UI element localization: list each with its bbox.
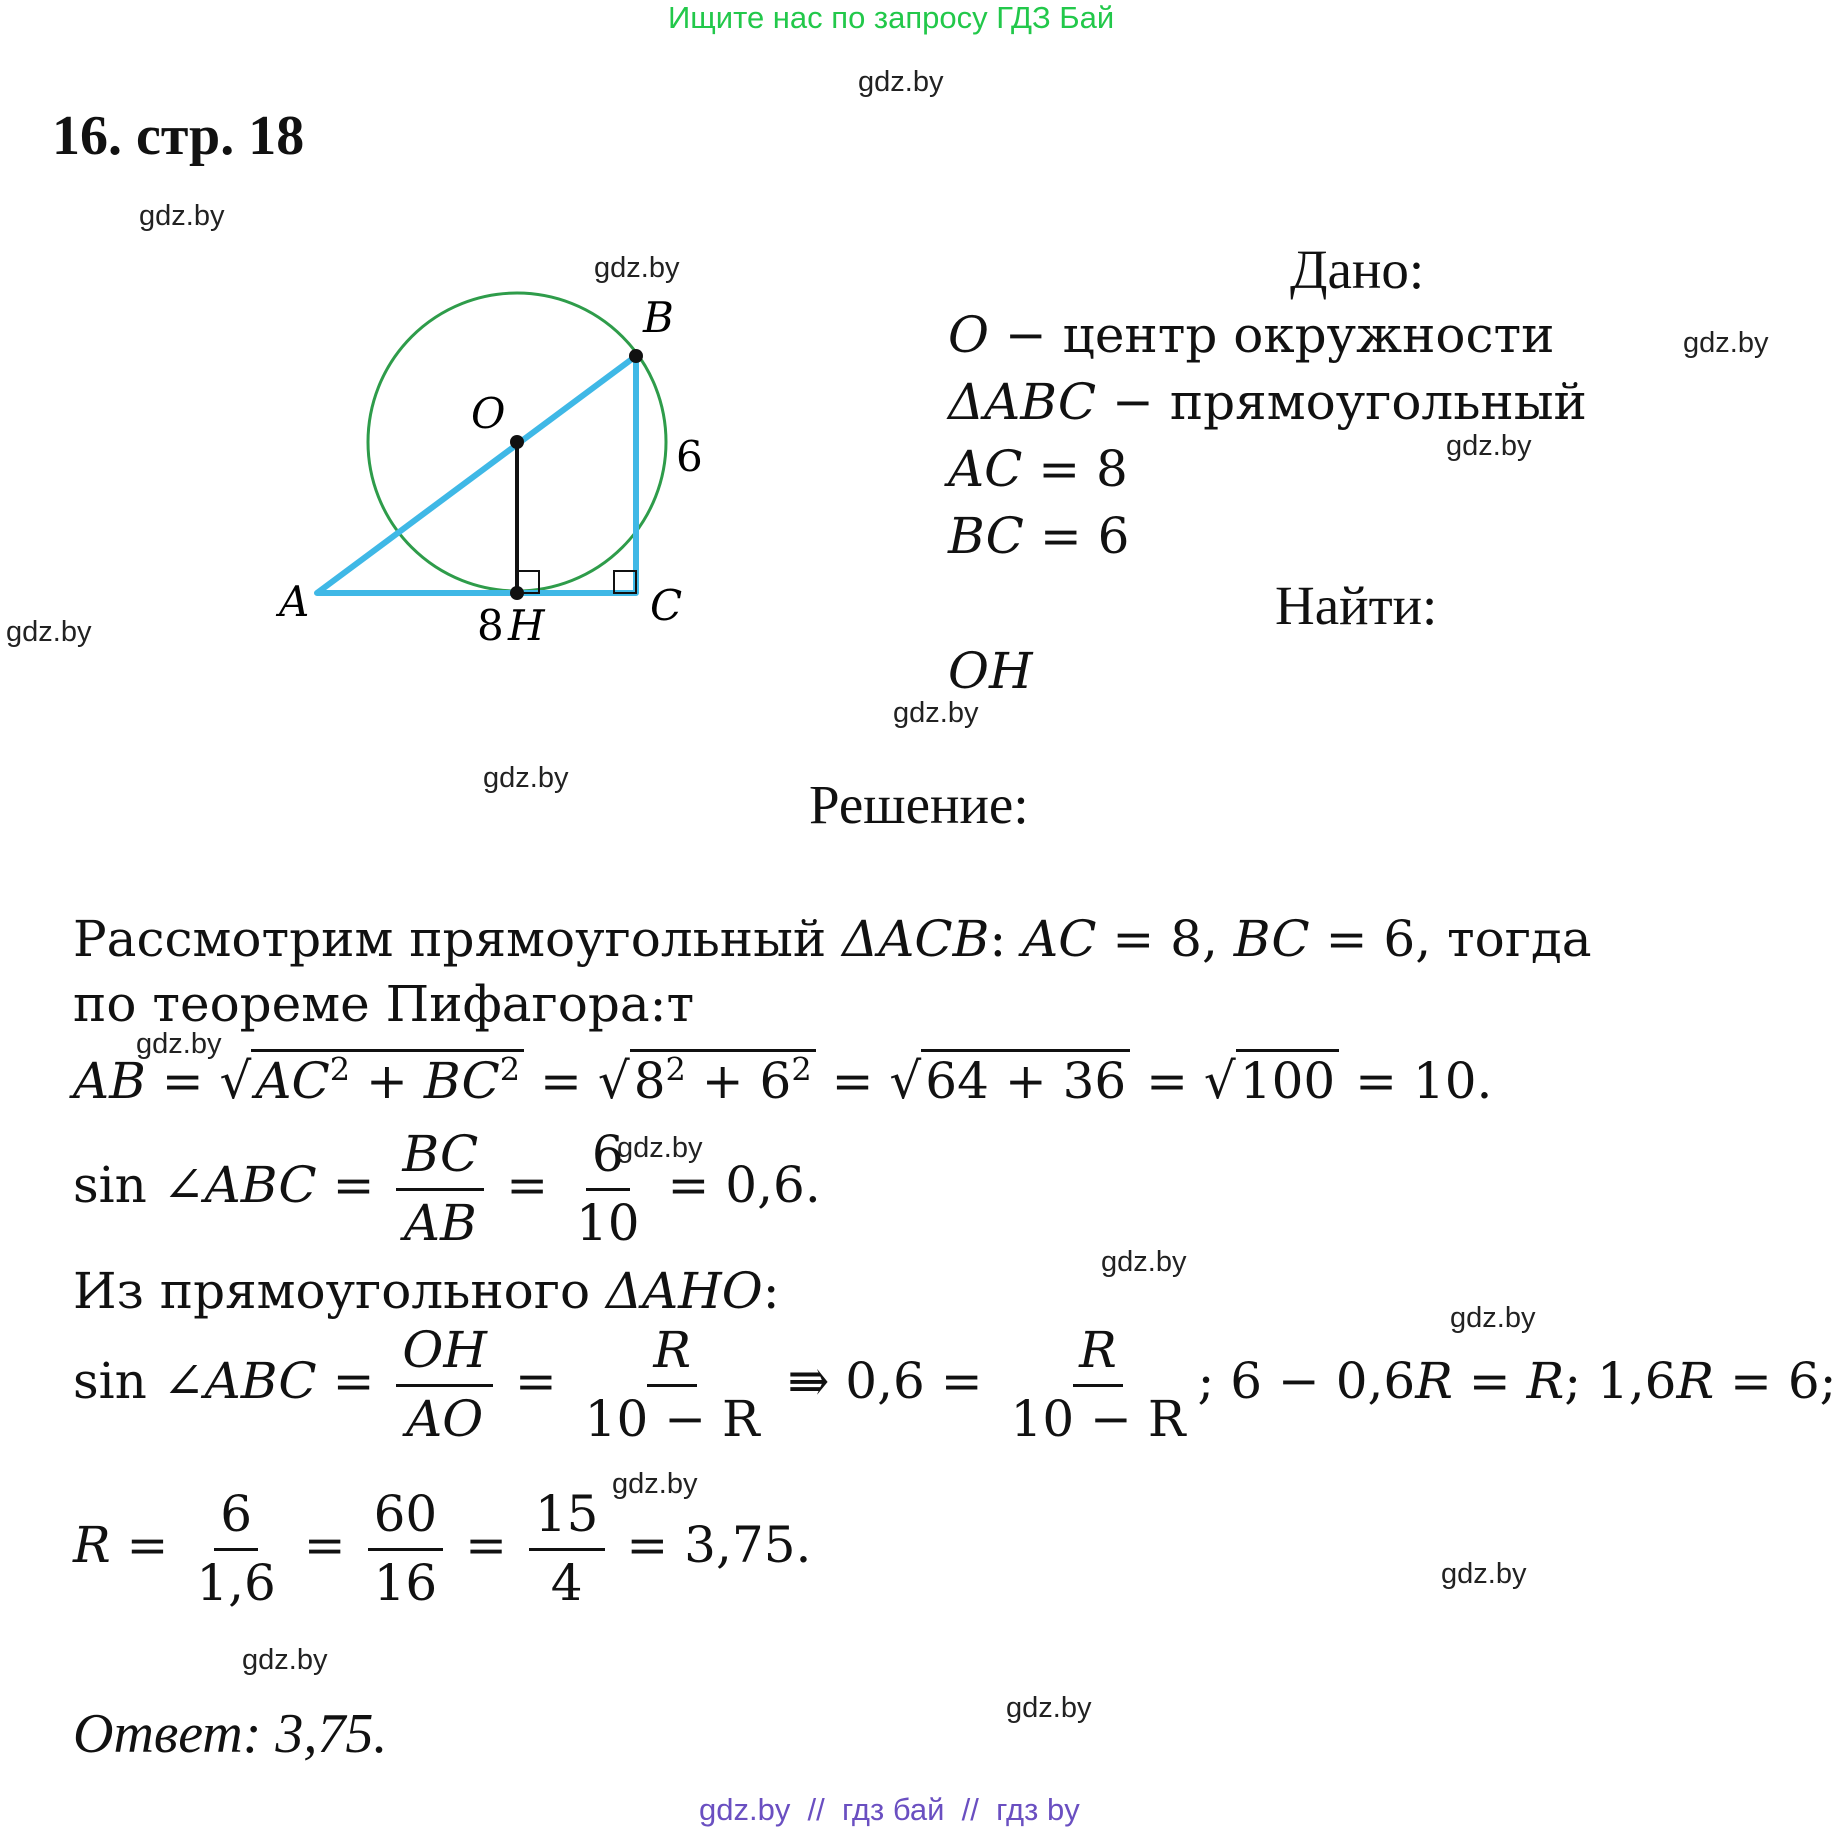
find-heading: Найти: xyxy=(1275,575,1438,636)
watermark: gdz.by xyxy=(1101,1246,1187,1278)
watermark: gdz.by xyxy=(6,616,92,648)
sine-formula-1: sin ∠ABC = $\frac{BC}{AB}$ = $\frac{6}{10}$ = 0,6. xyxy=(73,1125,821,1252)
label-b: B xyxy=(643,293,674,342)
find-value: OH xyxy=(948,642,1033,700)
radius-calculation: R = $\frac{6}{1,6}$ = $\frac{60}{16}$ = $\frac{15}{4}$ = 3,75. xyxy=(73,1485,812,1612)
point-b xyxy=(629,349,643,363)
pythagoras-formula: AB = $√AC^2 + BC^2 = √8^2 + 6^2 = √64 + 36 = √100 = 10$. xyxy=(73,1050,1493,1110)
watermark: gdz.by xyxy=(612,1468,698,1500)
label-c: C xyxy=(650,581,683,630)
sine-formula-2: sin ∠ABC = $\frac{OH}{AO}$ = $\frac{R}{10 - R}$ ⇛ 0,6 = $\frac{R}{10 - R}$ ; 6 − 0,6R = R; 1,6R = 6; xyxy=(73,1321,1836,1448)
watermark: gdz.by xyxy=(858,66,944,98)
watermark: gdz.by xyxy=(1446,430,1532,462)
given-line-1: O − центр окружности xyxy=(948,306,1555,364)
geometry-figure xyxy=(255,280,725,670)
label-h: H xyxy=(508,601,545,650)
answer: Ответ: 3,75. xyxy=(73,1703,388,1765)
watermark: gdz.by xyxy=(483,762,569,794)
watermark: gdz.by xyxy=(136,1028,222,1060)
point-o xyxy=(510,435,524,449)
label-ac-length: 8 xyxy=(477,601,504,650)
watermark: gdz.by xyxy=(139,200,225,232)
solution-line-3: Из прямоугольного ΔAHO: xyxy=(73,1262,780,1320)
watermark: gdz.by xyxy=(242,1644,328,1676)
problem-title: 16. стр. 18 xyxy=(52,105,305,167)
given-line-3: AC = 8 xyxy=(948,440,1128,498)
watermark: gdz.by xyxy=(1683,327,1769,359)
given-line-4: BC = 6 xyxy=(948,507,1130,565)
given-heading: Дано: xyxy=(1290,239,1425,300)
watermark: gdz.by xyxy=(1006,1692,1092,1724)
watermark: gdz.by xyxy=(893,697,979,729)
given-line-2: ΔABC − прямоугольный xyxy=(948,373,1587,431)
solution-line-2: по теореме Пифагора:т xyxy=(73,975,695,1033)
top-banner[interactable]: Ищите нас по запросу ГДЗ Бай xyxy=(668,0,1115,35)
solution-line-1: Рассмотрим прямоугольный ΔACB: AC = 8, BC = 6, тогда xyxy=(73,910,1592,968)
watermark: gdz.by xyxy=(594,252,680,284)
label-a: A xyxy=(279,577,310,626)
label-o: O xyxy=(471,389,506,438)
solution-heading: Решение: xyxy=(809,774,1029,835)
watermark: gdz.by xyxy=(1450,1302,1536,1334)
point-h xyxy=(510,586,524,600)
footer-links[interactable]: gdz.by // гдз бай // гдз by xyxy=(699,1792,1080,1827)
watermark: gdz.by xyxy=(617,1132,703,1164)
watermark: gdz.by xyxy=(1441,1558,1527,1590)
right-angle-c-icon xyxy=(614,571,636,593)
label-bc-length: 6 xyxy=(676,432,703,481)
